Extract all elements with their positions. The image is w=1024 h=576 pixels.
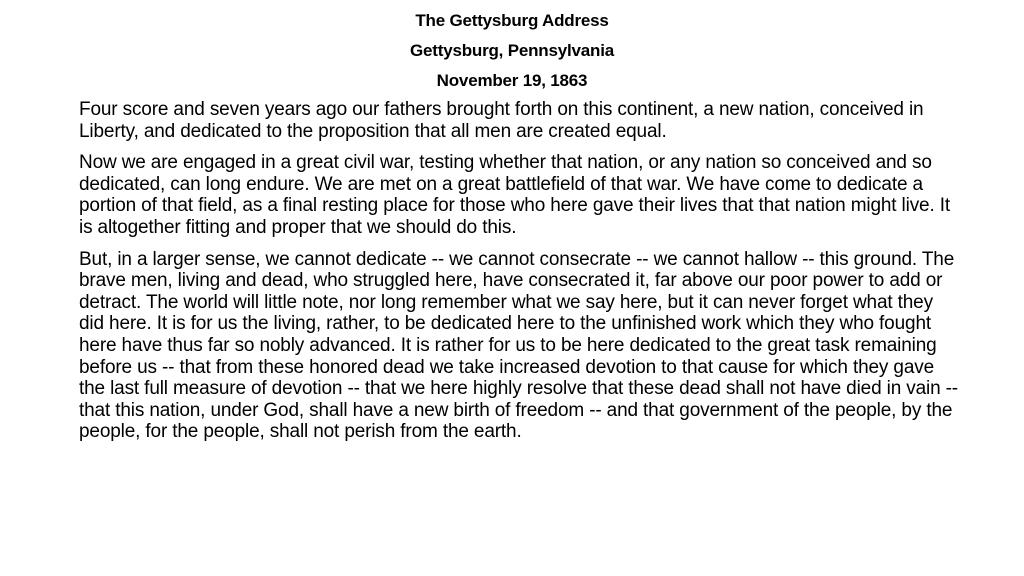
paragraph-2: Now we are engaged in a great civil war, testing whether that nation, or any nation so conceived and so dedicated, can long endure. We are met on a great battlefield of that war. We have come to dedicate a portion of that field, as a final resting place for those who here gave their lives that that nation might live. It is altogether fitting and proper that we should do this.: [79, 152, 950, 238]
document-location: Gettysburg, Pennsylvania: [410, 41, 614, 60]
document-body: [79, 99, 959, 453]
document-title: The Gettysburg Address: [415, 11, 609, 30]
paragraph-3: But, in a larger sense, we cannot dedicate -- we cannot consecrate -- we cannot hallow -- this ground. The brave men, living and dead, who struggled here, have consecrated it, far above our poor power to add or detract. The world will little note, nor long remember what we say here, but it can never forget what they did here. It is for us the living, rather, to be dedicated here to the unfinished work which they who fought here have thus far so nobly advanced. It is rather for us to be here dedicated to the great task remaining before us -- that from these honored dead we take increased devotion to that cause for which they gave the last full measure of devotion -- that we here highly resolve that these dead shall not have died in vain -- that this nation, under God, shall have a new birth of freedom -- and that government of the people, by the people, for the people, shall not perish from the earth.: [79, 248, 958, 443]
document-date: November 19, 1863: [436, 71, 588, 90]
paragraph-1: Four score and seven years ago our fathers brought forth on this continent, a new nation, conceived in Liberty, and dedicated to the proposition that all men are created equal.: [79, 99, 924, 142]
document-header: [0, 6, 1024, 96]
